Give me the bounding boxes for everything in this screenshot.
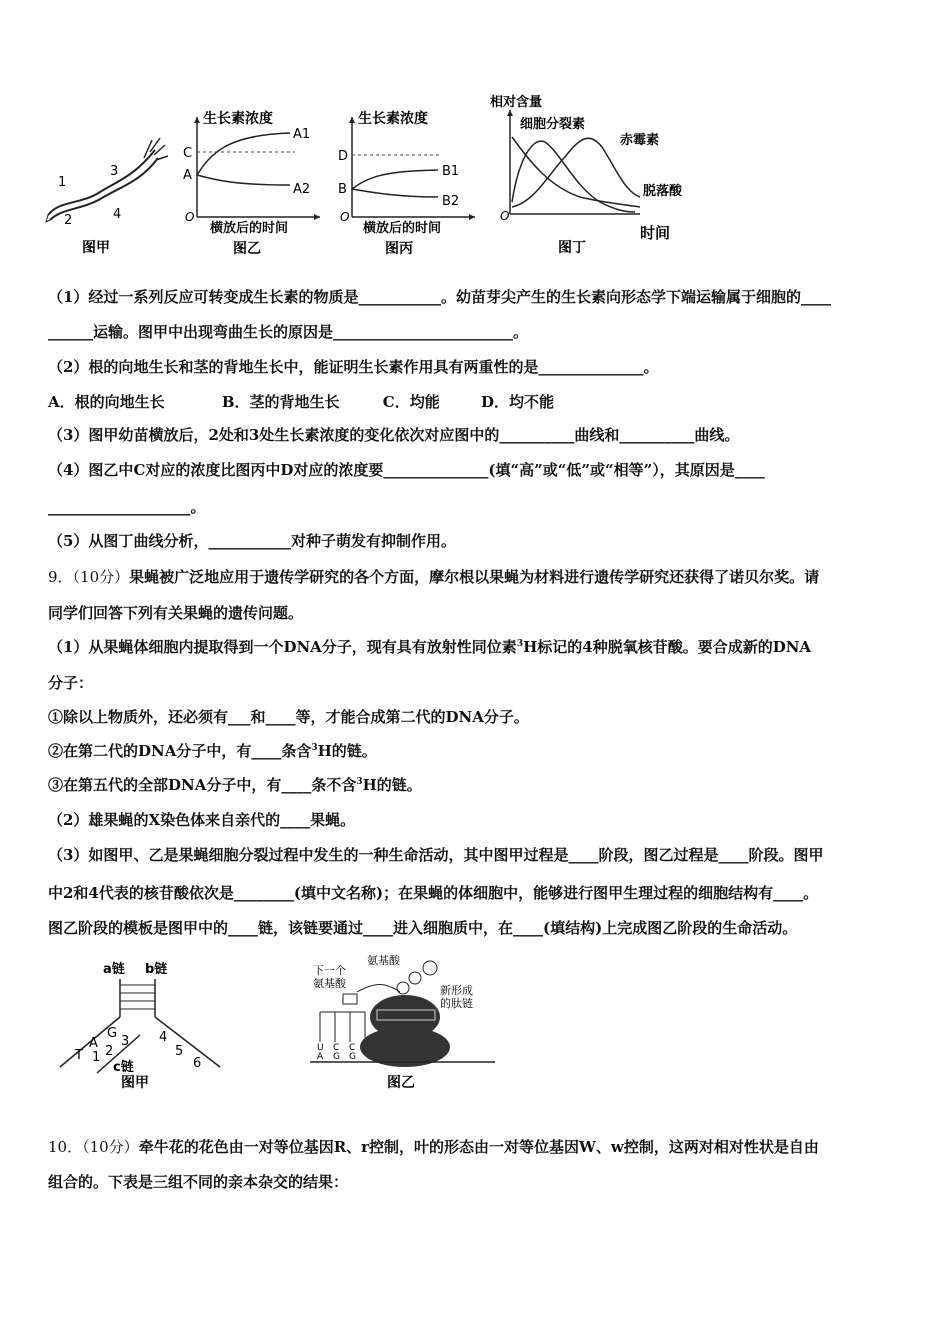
bing-tick-b: B <box>338 182 347 197</box>
yi-ylabel: 生长素浓度 <box>203 111 273 127</box>
caption-ding: 图丁 <box>558 240 586 256</box>
num-2: 2 <box>105 1044 114 1059</box>
caption-bing: 图丙 <box>385 241 413 257</box>
q10-line1: 10．（10分）牵牛花的花色由一对等位基因R、r控制，叶的形态由一对等位基因W、w控制，这两对相对性状是自由 <box>48 1138 819 1156</box>
label-1: 1 <box>58 175 67 190</box>
amino-acid-label: 氨基酸 <box>367 954 400 967</box>
num-6: 6 <box>193 1056 202 1071</box>
option-d: D．均不能 <box>480 393 554 411</box>
q8-part1-line2: ______运输。图甲中出现弯曲生长的原因是________________________。 <box>48 323 529 341</box>
q8-part4-line2: ___________________。 <box>48 498 206 516</box>
codon-c2: C <box>349 1043 356 1053</box>
option-a: A．根的向地生长 <box>48 393 165 411</box>
base-g: G <box>107 1026 118 1041</box>
yi-xlabel: 横放后的时间 <box>210 221 289 236</box>
num-1: 1 <box>92 1050 101 1065</box>
q9-part1-line2: 分子： <box>48 674 94 692</box>
yi-origin: O <box>185 210 195 224</box>
new-chain-1: 新形成 <box>440 984 473 997</box>
a-chain-label: a链 <box>103 962 125 977</box>
num-4: 4 <box>159 1030 168 1045</box>
bing-curve-b2: B2 <box>442 194 460 209</box>
base-t: T <box>75 1048 83 1063</box>
figure-yi-graph <box>175 105 325 260</box>
figure-translation <box>305 952 505 1092</box>
base-a: A <box>89 1036 98 1051</box>
option-c: C．均能 <box>382 393 440 411</box>
yi-curve-a1: A1 <box>293 127 311 142</box>
bing-xlabel: 横放后的时间 <box>363 221 442 236</box>
q10-line2: 组合的。下表是三组不同的亲本杂交的结果： <box>48 1173 349 1191</box>
yi-curve-a2: A2 <box>293 182 311 197</box>
q8-part4-line1: （4）图乙中C对应的浓度比图丙中D对应的浓度要______________(填“高”或“低”或“相等”），其原因是____ <box>48 461 765 479</box>
codon-a: A <box>317 1052 324 1062</box>
ding-ylabel: 相对含量 <box>490 95 543 110</box>
figure-dna-replication <box>55 955 235 1090</box>
label-3: 3 <box>110 164 119 179</box>
q9-part1-line1: （1）从果蝇体细胞内提取得到一个DNA分子，现有具有放射性同位素$^3$H标记的4种脱氧核苷酸。要合成新的DNA <box>48 638 812 656</box>
q8-part2: （2）根的向地生长和茎的背地生长中，能证明生长素作用具有两重性的是______________。 <box>48 358 659 376</box>
caption-jia: 图甲 <box>82 240 110 256</box>
caption-yi: 图乙 <box>233 241 261 257</box>
q8-options <box>48 392 554 412</box>
label-4: 4 <box>113 207 122 222</box>
label-2: 2 <box>64 213 73 228</box>
q8-part3: （3）图甲幼苗横放后，2处和3处生长素浓度的变化依次对应图中的__________曲线和__________曲线。 <box>48 426 740 444</box>
figure-bing-graph <box>330 105 480 260</box>
q9-circle-3: ③在第五代的全部DNA分子中，有____条不含$^3$H的链。 <box>48 776 422 794</box>
next-label-2: 氨基酸 <box>313 977 346 990</box>
ding-origin: O <box>500 209 510 223</box>
num-5: 5 <box>175 1044 184 1059</box>
num-3: 3 <box>121 1034 130 1049</box>
q9-circle-1: ①除以上物质外，还必须有___和____等，才能合成第二代的DNA分子。 <box>48 708 529 726</box>
ding-curve-aba: 脱落酸 <box>643 184 683 199</box>
figure-ding-graph <box>490 92 710 262</box>
ding-xlabel: 时间 <box>640 224 671 242</box>
bing-ylabel: 生长素浓度 <box>358 111 428 127</box>
ding-curve-cytokinin: 细胞分裂素 <box>520 117 586 132</box>
q9-part3-line1: （3）如图甲、乙是果蝇细胞分裂过程中发生的一种生命活动，其中图甲过程是____阶段，图乙过程是____阶段。图甲 <box>48 846 824 864</box>
bing-origin: O <box>340 210 350 224</box>
q8-part1-line1: （1）经过一系列反应可转变成生长素的物质是___________。幼苗芽尖产生的生长素向形态学下端运输属于细胞的____ <box>48 288 831 306</box>
codon-u: U <box>317 1043 324 1053</box>
next-label-1: 下一个 <box>313 964 346 977</box>
q9-intro-line2: 同学们回答下列有关果蝇的遗传问题。 <box>48 604 304 622</box>
q9-part2: （2）雄果蝇的X染色体来自亲代的____果蝇。 <box>48 811 356 829</box>
new-chain-2: 的肽链 <box>440 997 473 1010</box>
yi-tick-a: A <box>183 168 192 183</box>
q9-intro-line1: 9．（10分）果蝇被广泛地应用于遗传学研究的各个方面，摩尔根以果蝇为材料进行遗传学研究还获得了诺贝尔奖。请 <box>48 568 820 586</box>
c-chain-label: c链 <box>113 1060 134 1075</box>
yi-tick-c: C <box>183 146 193 161</box>
codon-g1: G <box>333 1052 340 1062</box>
caption-mid-yi: 图乙 <box>387 1075 415 1091</box>
q9-part3-line2: 中2和4代表的核苷酸依次是________(填中文名称)；在果蝇的体细胞中，能够进行图甲生理过程的细胞结构有____。 <box>48 884 819 902</box>
q9-part3-line3: 图乙阶段的模板是图甲中的____链，该链要通过____进入细胞质中，在____(填结构)上完成图乙阶段的生命活动。 <box>48 919 798 937</box>
q8-part5: （5）从图丁曲线分析，___________对种子萌发有抑制作用。 <box>48 532 456 550</box>
option-b: B．茎的背地生长 <box>221 393 340 411</box>
figure-jia-seedling <box>40 130 170 260</box>
bing-curve-b1: B1 <box>442 164 460 179</box>
caption-mid-jia: 图甲 <box>121 1075 149 1090</box>
codon-g2: G <box>349 1052 356 1062</box>
b-chain-label: b链 <box>145 962 168 977</box>
codon-c1: C <box>333 1043 340 1053</box>
bing-tick-d: D <box>338 149 349 164</box>
ding-curve-gibberellin: 赤霉素 <box>620 133 660 148</box>
q9-circle-2: ②在第二代的DNA分子中，有____条含$^3$H的链。 <box>48 742 377 760</box>
